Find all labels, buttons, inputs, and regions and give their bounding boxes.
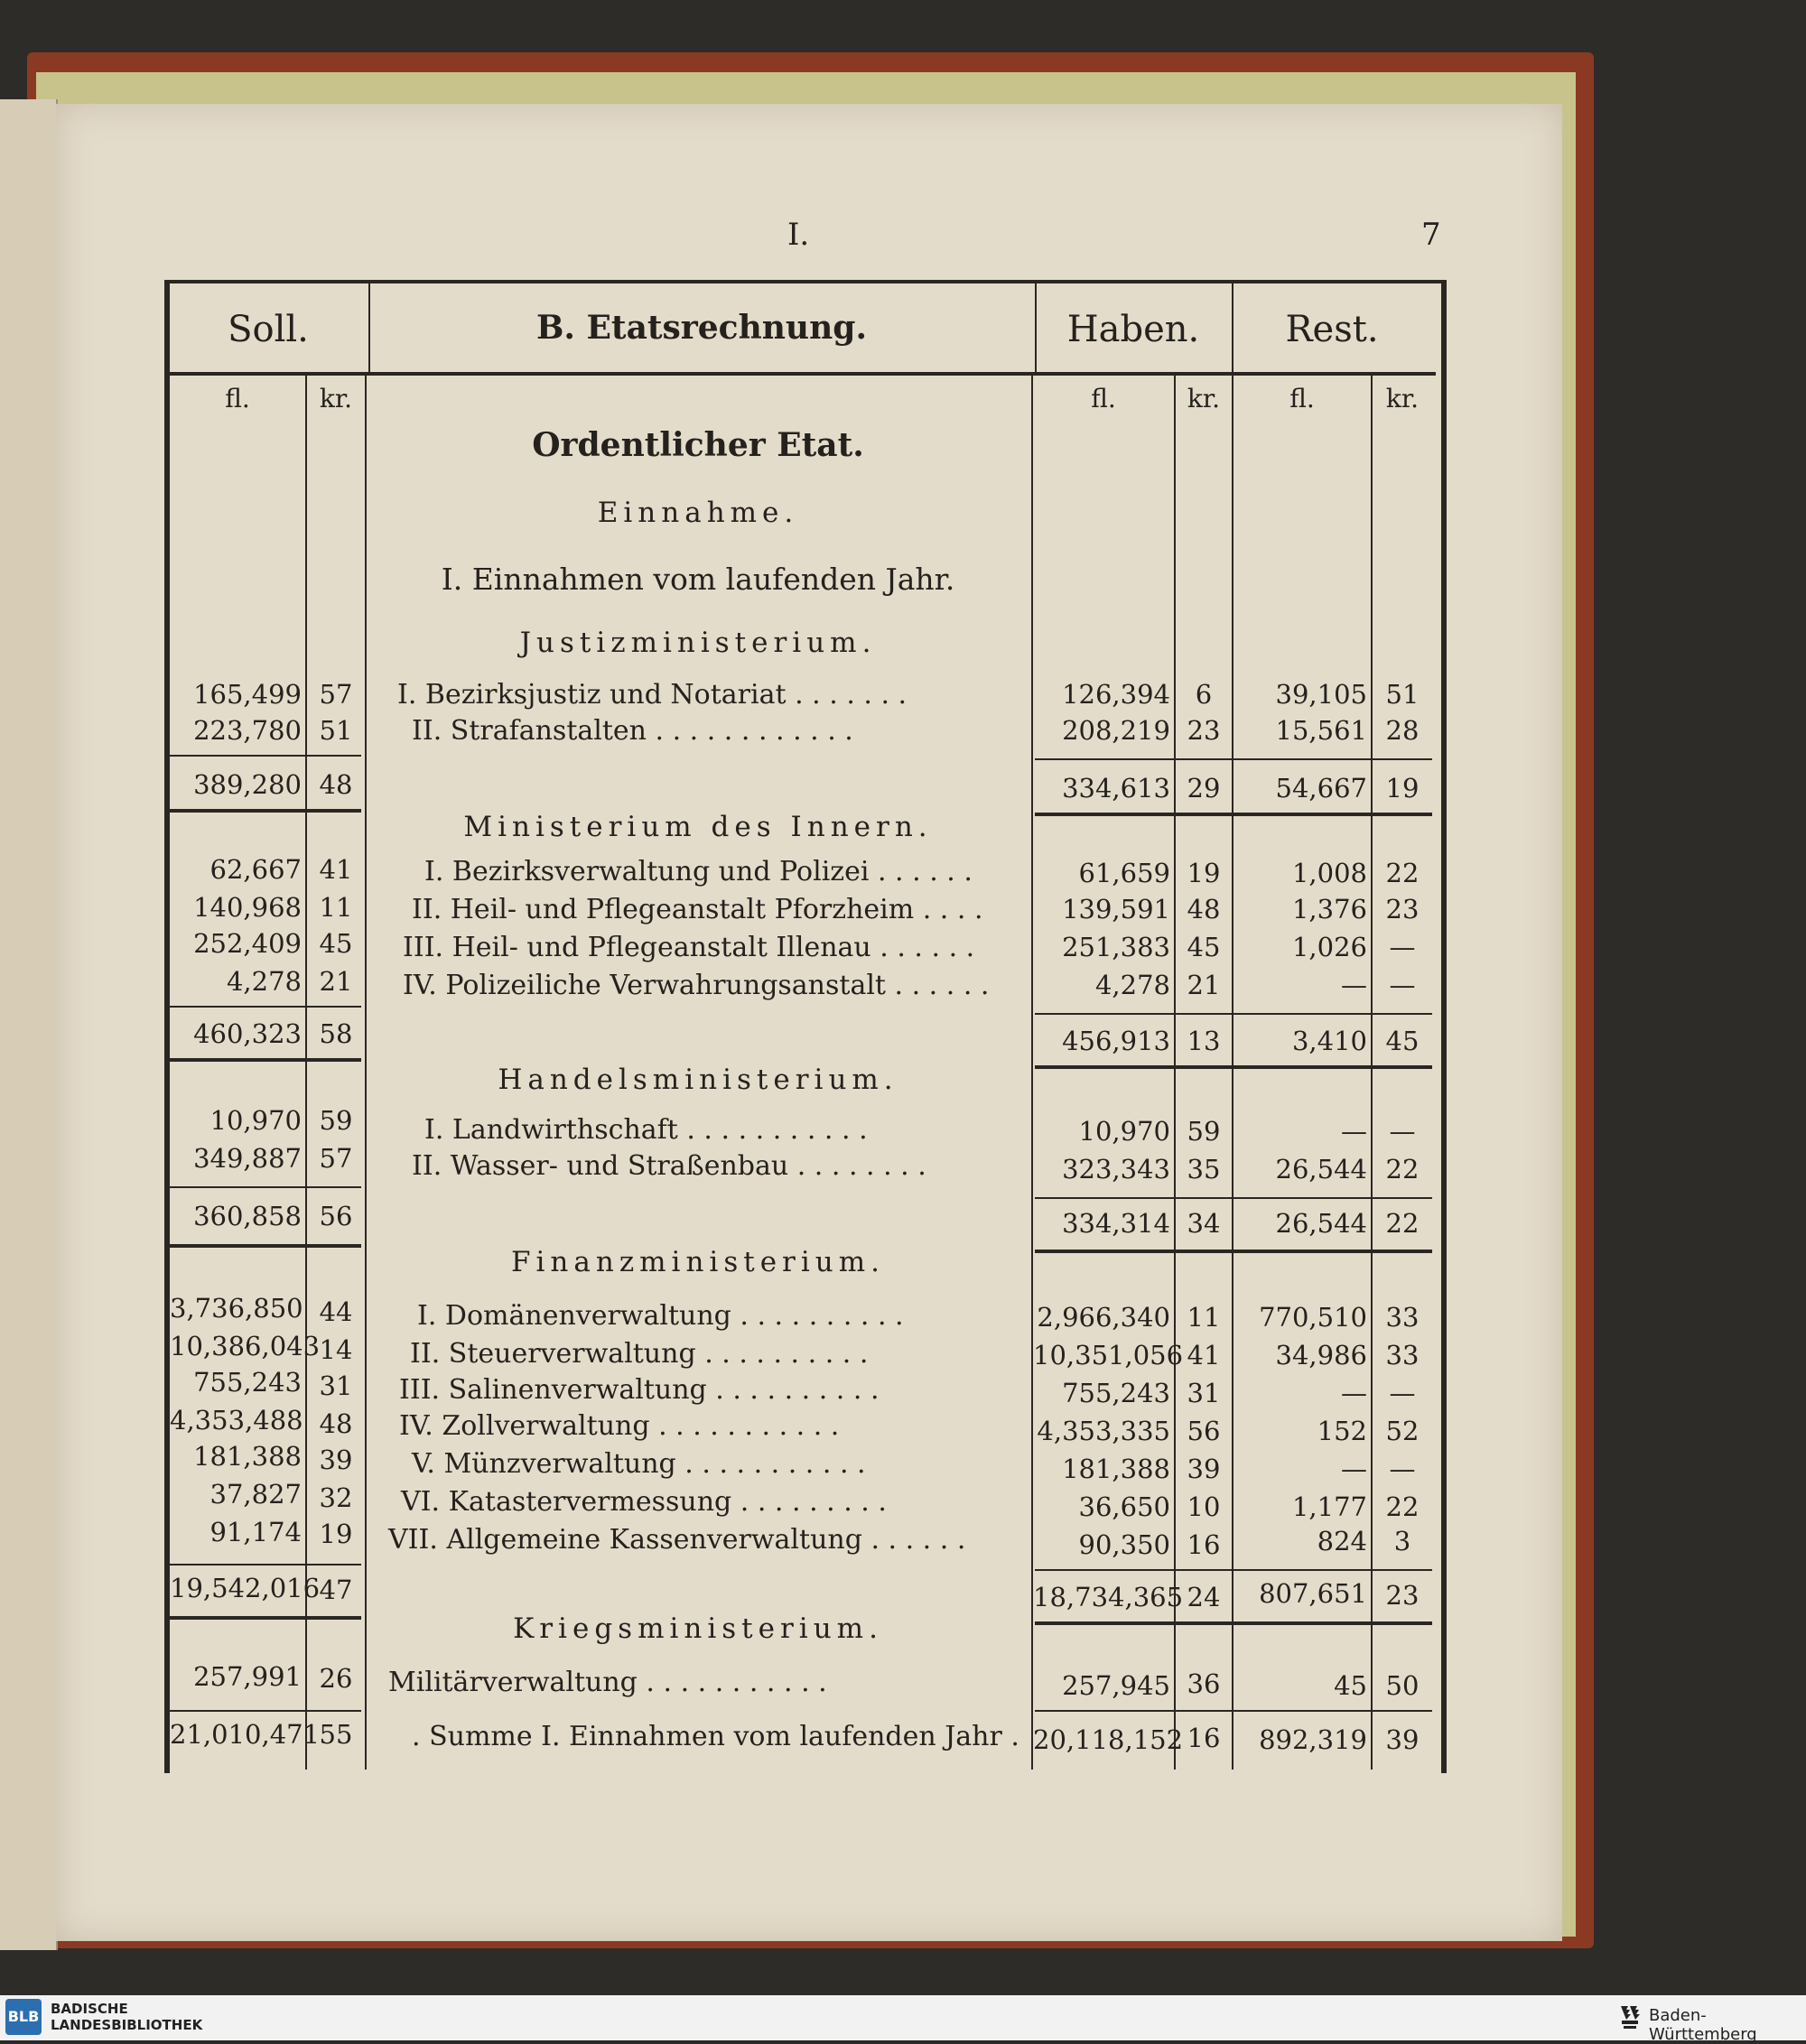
soll-kr: 39 (319, 1445, 353, 1475)
rest-kr: — (1389, 1378, 1416, 1408)
total-rest-fl: 3,410 (1291, 1026, 1367, 1056)
rest-kr: 3 (1393, 1526, 1411, 1556)
soll-kr: 41 (319, 854, 353, 885)
haben-kr: 23 (1187, 715, 1221, 746)
col-divider (305, 374, 307, 1770)
section-heading: Justizministerium. (519, 627, 877, 659)
subtotal-rule (1035, 758, 1432, 760)
rest-fl: 34,986 (1275, 1340, 1367, 1370)
haben-fl: 257,945 (1062, 1670, 1170, 1701)
haben-kr: 31 (1187, 1378, 1221, 1408)
rest-fl: 45 (1334, 1670, 1367, 1701)
row-label: VII. Allgemeine Kassenverwaltung . . . . . . (388, 1524, 966, 1556)
haben-fl: 323,343 (1062, 1154, 1170, 1185)
total-soll-fl: 389,280 (193, 769, 302, 800)
haben-kr: 21 (1187, 970, 1221, 1000)
col-divider (1174, 374, 1176, 1770)
section-heading: Handelsministerium. (498, 1064, 898, 1096)
viewer-footer (0, 1995, 1806, 2040)
soll-kr: 59 (319, 1105, 353, 1136)
page-number: 7 (1421, 217, 1441, 253)
haben-kr: 19 (1187, 858, 1221, 888)
total-soll-kr: 48 (319, 769, 353, 800)
subtotal-rule (1035, 1569, 1432, 1571)
total-soll-fl: 19,542,016 (170, 1573, 321, 1603)
rest-fl: 152 (1317, 1416, 1367, 1446)
soll-fl: 4,278 (226, 966, 302, 997)
rest-fl: 824 (1317, 1526, 1367, 1556)
rest-kr: 52 (1385, 1416, 1420, 1446)
total-haben-fl: 334,314 (1062, 1208, 1170, 1239)
grand-total-rule (1035, 1710, 1432, 1712)
row-label: II. Strafanstalten . . . . . . . . . . . . (412, 715, 853, 747)
library-name-line1: BADISCHE (51, 2001, 128, 2017)
rest-kr: 28 (1385, 715, 1420, 746)
haben-fl: 10,351,056 (1033, 1340, 1184, 1370)
haben-kr: 16 (1187, 1529, 1221, 1560)
rest-kr: 23 (1385, 894, 1420, 924)
unit-kr: kr. (319, 384, 353, 413)
subtotal-rule (168, 1564, 361, 1566)
haben-kr: 11 (1187, 1302, 1221, 1333)
haben-fl: 208,219 (1062, 715, 1170, 746)
total-rest-fl: 807,651 (1259, 1578, 1367, 1609)
rest-kr: 22 (1385, 858, 1420, 888)
total-rest-fl: 54,667 (1275, 773, 1367, 804)
haben-kr: 59 (1187, 1116, 1221, 1147)
grand-total-soll-kr: 55 (319, 1719, 353, 1750)
haben-fl: 755,243 (1062, 1378, 1170, 1408)
rest-fl: 1,026 (1291, 932, 1367, 962)
haben-fl: 139,591 (1062, 894, 1170, 924)
total-rest-kr: 45 (1385, 1026, 1420, 1056)
total-soll-fl: 360,858 (193, 1201, 302, 1231)
row-label: I. Landwirthschaft . . . . . . . . . . . (424, 1114, 868, 1146)
section-heading: Ministerium des Innern. (463, 811, 933, 843)
soll-kr: 48 (319, 1408, 353, 1439)
soll-fl: 3,736,850 (170, 1293, 303, 1324)
total-haben-fl: 18,734,365 (1033, 1582, 1184, 1612)
library-name-line2: LANDESBIBLIOTHEK (51, 2017, 203, 2033)
haben-kr: 56 (1187, 1416, 1221, 1446)
subtotal-rule (168, 1006, 361, 1008)
haben-fl: 251,383 (1062, 932, 1170, 962)
soll-fl: 37,827 (209, 1479, 302, 1510)
rest-fl: 770,510 (1259, 1302, 1367, 1333)
soll-fl: 349,887 (193, 1143, 302, 1174)
heading-main: Ordentlicher Etat. (532, 426, 864, 464)
row-label: Militärverwaltung . . . . . . . . . . . (388, 1667, 827, 1698)
rest-fl: 1,376 (1291, 894, 1367, 924)
col-divider (1232, 374, 1233, 1770)
section-rule (168, 1244, 361, 1248)
rest-kr: 33 (1385, 1340, 1420, 1370)
soll-kr: 57 (319, 1143, 353, 1174)
haben-kr: 48 (1187, 894, 1221, 924)
haben-fl: 4,278 (1094, 970, 1170, 1000)
section-rule (168, 1616, 361, 1620)
rest-kr: 50 (1385, 1670, 1420, 1701)
soll-kr: 26 (319, 1663, 353, 1694)
heading-part: I. Einnahmen vom laufenden Jahr. (441, 562, 955, 597)
grand-total-rest-fl: 892,319 (1259, 1724, 1367, 1755)
total-haben-kr: 29 (1187, 773, 1221, 804)
haben-fl: 181,388 (1062, 1454, 1170, 1484)
rest-fl: 1,177 (1291, 1491, 1367, 1522)
total-haben-kr: 24 (1187, 1582, 1221, 1612)
row-label: V. Münzverwaltung . . . . . . . . . . . (412, 1448, 866, 1480)
section-rule (1035, 813, 1432, 816)
row-label: III. Salinenverwaltung . . . . . . . . . . (399, 1374, 880, 1406)
region-label[interactable]: Baden-Württemberg (1649, 2006, 1757, 2044)
haben-fl: 4,353,335 (1037, 1416, 1170, 1446)
total-rest-fl: 26,544 (1275, 1208, 1367, 1239)
rest-fl: — (1341, 1378, 1367, 1408)
section-rule (168, 809, 361, 813)
haben-fl: 2,966,340 (1037, 1302, 1170, 1333)
rest-kr: 22 (1385, 1491, 1420, 1522)
haben-fl: 61,659 (1078, 858, 1170, 888)
soll-kr: 11 (319, 892, 353, 923)
header-rest: Rest. (1285, 309, 1379, 350)
soll-fl: 252,409 (193, 928, 302, 959)
subtotal-rule (1035, 1197, 1432, 1199)
row-label: III. Heil- und Pflegeanstalt Illenau . . . . . . (403, 932, 975, 963)
haben-kr: 41 (1187, 1340, 1221, 1370)
unit-kr: kr. (1385, 384, 1420, 413)
previous-page (0, 99, 58, 1950)
header-haben: Haben. (1066, 309, 1200, 350)
haben-kr: 6 (1195, 679, 1213, 710)
heading-sub: Einnahme. (597, 497, 799, 529)
section-rule (1035, 1621, 1432, 1625)
soll-fl: 10,386,043 (170, 1331, 321, 1361)
row-label: I. Domänenverwaltung . . . . . . . . . . (417, 1300, 904, 1332)
subtotal-rule (1035, 1013, 1432, 1015)
haben-kr: 10 (1187, 1491, 1221, 1522)
row-label: IV. Zollverwaltung . . . . . . . . . . . (399, 1410, 840, 1442)
grand-total-label: . Summe I. Einnahmen vom laufenden Jahr . (412, 1721, 1019, 1752)
soll-fl: 62,667 (209, 854, 302, 885)
rest-kr: 33 (1385, 1302, 1420, 1333)
haben-fl: 90,350 (1078, 1529, 1170, 1560)
total-haben-kr: 13 (1187, 1026, 1221, 1056)
grand-total-haben-fl: 20,118,152 (1033, 1724, 1184, 1755)
rest-fl: — (1341, 1454, 1367, 1484)
rest-fl: 15,561 (1275, 715, 1367, 746)
section-rule (168, 1058, 361, 1062)
total-soll-kr: 56 (319, 1201, 353, 1231)
row-label: II. Heil- und Pflegeanstalt Pforzheim . . . . (412, 894, 983, 925)
haben-kr: 39 (1187, 1454, 1221, 1484)
soll-kr: 57 (319, 679, 353, 710)
haben-fl: 36,650 (1078, 1491, 1170, 1522)
section-numeral: I. (787, 217, 810, 253)
haben-fl: 10,970 (1078, 1116, 1170, 1147)
rest-fl: 26,544 (1275, 1154, 1367, 1185)
soll-fl: 257,991 (193, 1661, 302, 1692)
row-label: II. Steuerverwaltung . . . . . . . . . . (410, 1338, 869, 1370)
rest-fl: — (1341, 970, 1367, 1000)
soll-kr: 14 (319, 1334, 353, 1365)
rest-kr: — (1389, 1454, 1416, 1484)
subtotal-rule (168, 755, 361, 757)
soll-kr: 19 (319, 1519, 353, 1549)
soll-fl: 223,780 (193, 715, 302, 746)
total-haben-fl: 456,913 (1062, 1026, 1170, 1056)
rest-kr: — (1389, 970, 1416, 1000)
soll-kr: 44 (319, 1296, 353, 1327)
row-label: IV. Polizeiliche Verwahrungsanstalt . . . . . . (403, 970, 990, 1001)
total-soll-kr: 47 (319, 1575, 353, 1605)
soll-fl: 10,970 (209, 1105, 302, 1136)
soll-kr: 45 (319, 928, 353, 959)
soll-fl: 140,968 (193, 892, 302, 923)
rest-fl: — (1341, 1116, 1367, 1147)
row-label: VI. Katastervermessung . . . . . . . . . (401, 1486, 887, 1518)
row-label: I. Bezirksjustiz und Notariat . . . . . . . (397, 679, 908, 711)
total-rest-kr: 23 (1385, 1580, 1420, 1611)
unit-fl: fl. (225, 384, 250, 413)
grand-total-rule (168, 1710, 361, 1712)
soll-fl: 181,388 (193, 1441, 302, 1472)
unit-kr: kr. (1187, 384, 1221, 413)
total-rest-kr: 22 (1385, 1208, 1420, 1239)
grand-total-soll-fl: 21,010,471 (170, 1719, 321, 1750)
haben-kr: 36 (1187, 1668, 1221, 1699)
soll-fl: 4,353,488 (170, 1405, 303, 1435)
soll-kr: 21 (319, 966, 353, 997)
baden-wuerttemberg-lions-icon (1618, 2002, 1642, 2031)
total-soll-fl: 460,323 (193, 1018, 302, 1049)
col-divider (1371, 374, 1373, 1770)
total-haben-fl: 334,613 (1062, 773, 1170, 804)
haben-kr: 35 (1187, 1154, 1221, 1185)
rest-kr: 51 (1385, 679, 1420, 710)
unit-fl: fl. (1091, 384, 1116, 413)
col-divider (1031, 374, 1033, 1770)
rest-kr: — (1389, 1116, 1416, 1147)
rest-fl: 39,105 (1275, 679, 1367, 710)
header-soll: Soll. (228, 309, 309, 350)
row-label: II. Wasser- und Straßenbau . . . . . . . . (412, 1150, 926, 1182)
soll-kr: 51 (319, 715, 353, 746)
rest-kr: — (1389, 932, 1416, 962)
total-haben-kr: 34 (1187, 1208, 1221, 1239)
total-soll-kr: 58 (319, 1018, 353, 1049)
soll-fl: 165,499 (193, 679, 302, 710)
section-rule (1035, 1250, 1432, 1253)
total-rest-kr: 19 (1385, 773, 1420, 804)
blb-logo[interactable]: BLB (5, 1999, 42, 2035)
section-heading: Kriegsministerium. (513, 1612, 883, 1645)
subtotal-rule (168, 1186, 361, 1188)
row-label: I. Bezirksverwaltung und Polizei . . . . . . (424, 856, 973, 887)
soll-fl: 91,174 (209, 1517, 302, 1547)
soll-kr: 32 (319, 1482, 353, 1513)
grand-total-rest-kr: 39 (1385, 1724, 1420, 1755)
haben-fl: 126,394 (1062, 679, 1170, 710)
rest-fl: 1,008 (1291, 858, 1367, 888)
header-divider (170, 372, 1436, 376)
section-rule (1035, 1065, 1432, 1069)
haben-kr: 45 (1187, 932, 1221, 962)
header-title: B. Etatsrechnung. (536, 309, 867, 347)
library-name[interactable] (51, 2001, 202, 2033)
soll-kr: 31 (319, 1370, 353, 1401)
grand-total-haben-kr: 16 (1187, 1723, 1221, 1753)
unit-fl: fl. (1289, 384, 1315, 413)
rest-kr: 22 (1385, 1154, 1420, 1185)
soll-fl: 755,243 (193, 1367, 302, 1398)
section-heading: Finanzministerium. (510, 1246, 886, 1278)
